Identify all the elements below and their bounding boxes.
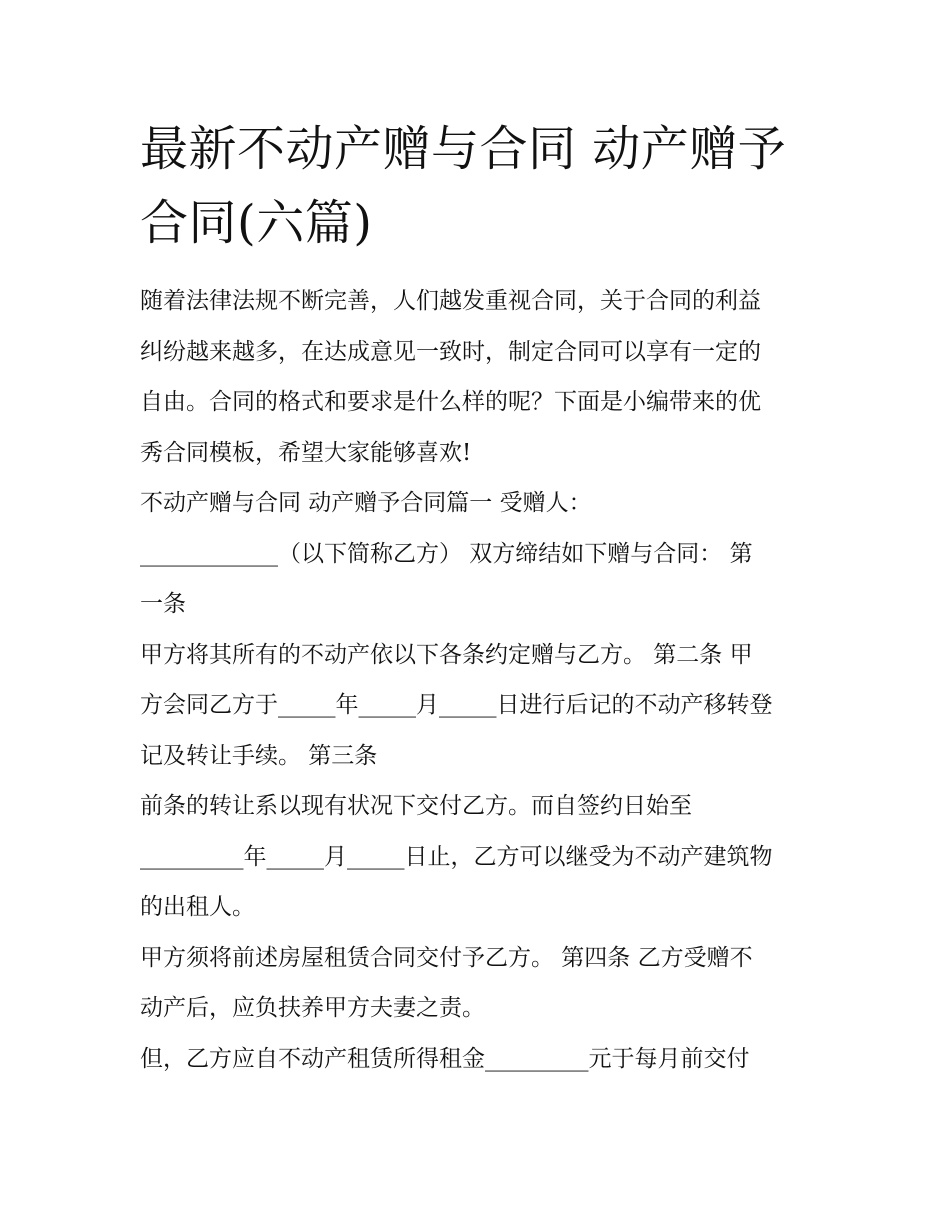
title-line-2: 合同(六篇) — [140, 195, 373, 251]
body-line: 的出租人。 — [140, 894, 255, 920]
body-line: 自由。合同的格式和要求是什么样的呢？下面是小编带来的优 — [140, 389, 761, 415]
body-line: 前条的转让系以现有状况下交付乙方。而自签约日始至 — [140, 793, 692, 819]
title-line-1: 最新不动产赠与合同 动产赠予 — [140, 121, 787, 177]
body-line: 甲方须将前述房屋租赁合同交付予乙方。 第四条 乙方受赠不 — [140, 944, 753, 971]
body-line: 一条 — [140, 591, 186, 617]
body-line: 甲方将其所有的不动产依以下各条约定赠与乙方。 第二条 甲 — [140, 641, 753, 668]
body-line: 方会同乙方于_____年_____月_____日进行后记的不动产移转登 — [140, 692, 773, 718]
body-line: 记及转让手续。 第三条 — [140, 742, 378, 769]
body-line: _________年_____月_____日止，乙方可以继受为不动产建筑物 — [140, 843, 773, 870]
body-line: 纠纷越来越多，在达成意见一致时，制定合同可以享有一定的 — [140, 338, 761, 365]
document-title — [140, 112, 820, 260]
body-line: ____________（以下简称乙方） 双方缔结如下赠与合同： 第 — [140, 540, 753, 567]
body-line: 秀合同模板，希望大家能够喜欢! — [140, 439, 472, 466]
document-body — [140, 276, 820, 1084]
body-line: 动产后，应负扶养甲方夫妻之责。 — [140, 995, 485, 1021]
body-line: 但，乙方应自不动产租赁所得租金_________元于每月前交付 — [140, 1045, 750, 1072]
body-line: 随着法律法规不断完善，人们越发重视合同，关于合同的利益 — [140, 288, 761, 314]
body-line: 不动产赠与合同 动产赠予合同篇一 受赠人： — [140, 490, 592, 516]
